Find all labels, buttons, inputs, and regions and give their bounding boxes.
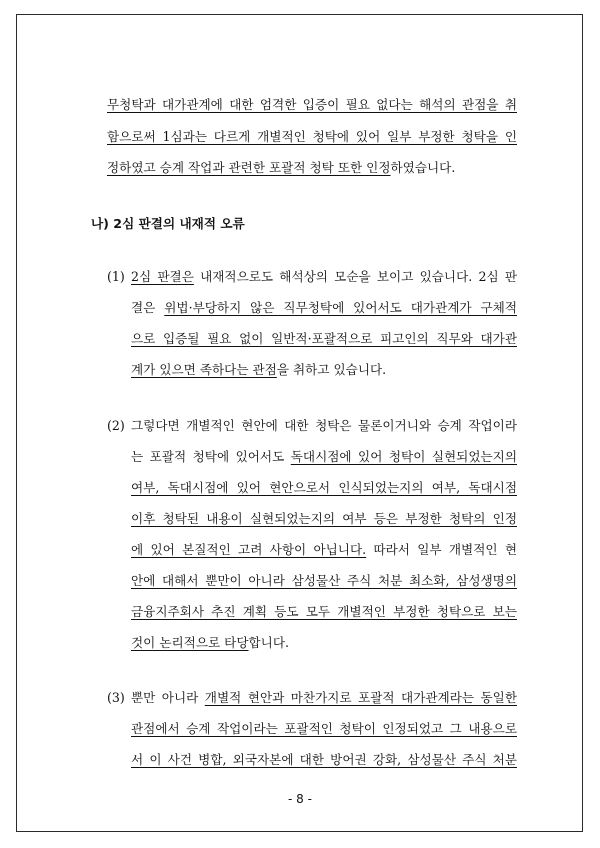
item-1-line-1: 2심 판결은 내재적으로도 해석상의 모순을 보이고 있습니다. 2심 판 <box>131 269 517 284</box>
item-1-line-4: 계가 있으면 족하다는 관점을 취하고 있습니다. <box>131 362 387 377</box>
page-number: - 8 - <box>288 792 312 806</box>
item-2-line-5: 에 있어 본질적인 고려 사항이 아닙니다. 따라서 일부 개별적인 현 <box>131 542 518 557</box>
item-1-line-2: 결은 위법·부당하지 않은 직무청탁에 있어서도 대가관계가 구체적 <box>131 300 517 315</box>
item-2-line-2: 는 포괄적 청탁에 있어서도 독대시점에 있어 청탁이 실현되었는지의 <box>131 449 518 464</box>
item-2-line-8: 것이 논리적으로 타당합니다. <box>131 635 289 650</box>
item-2-line-4: 이후 청탁된 내용이 실현되었는지의 여부 등은 부정한 청탁의 인정 <box>131 511 517 526</box>
item-3-number: (3) <box>107 690 125 705</box>
item-2-line-6: 안에 대해서 뿐만이 아니라 삼성물산 주식 처분 최소화, 삼성생명의 <box>131 573 517 588</box>
intro-line-1: 무청탁과 대가관계에 대한 엄격한 입증이 필요 없다는 해석의 관점을 취 <box>107 97 517 112</box>
item-3-line-1: 뿐만 아니라 개별적 현안과 마찬가지로 포괄적 대가관계라는 동일한 <box>131 690 517 705</box>
item-2-line-3: 여부, 독대시점에 있어 현안으로서 인식되었는지의 여부, 독대시점 <box>131 480 517 495</box>
item-3-line-2: 관점에서 승계 작업이라는 포괄적인 청탁이 인정되었고 그 내용으로 <box>131 721 517 736</box>
item-1-number: (1) <box>107 269 125 284</box>
item-2-line-7: 금융지주회사 추진 계획 등도 모두 개별적인 부정한 청탁으로 보는 <box>131 604 517 619</box>
section-heading: 나) 2심 판결의 내재적 오류 <box>91 216 245 231</box>
item-3-line-3: 서 이 사건 병합, 외국자본에 대한 방어권 강화, 삼성물산 주식 처분 <box>131 752 517 767</box>
intro-line-3: 정하였고 승계 작업과 관련한 포괄적 청탁 또한 인정하였습니다. <box>107 160 456 175</box>
intro-line-2: 함으로써 1심과는 다르게 개별적인 청탁에 있어 일부 부정한 청탁을 인 <box>107 129 517 144</box>
item-2-line-1: 그렇다면 개별적인 현안에 대한 청탁은 물론이거니와 승계 작업이라 <box>131 418 517 433</box>
item-1-line-3: 으로 입증될 필요 없이 일반적·포괄적으로 피고인의 직무와 대가관 <box>131 331 517 346</box>
item-2-number: (2) <box>107 418 125 433</box>
